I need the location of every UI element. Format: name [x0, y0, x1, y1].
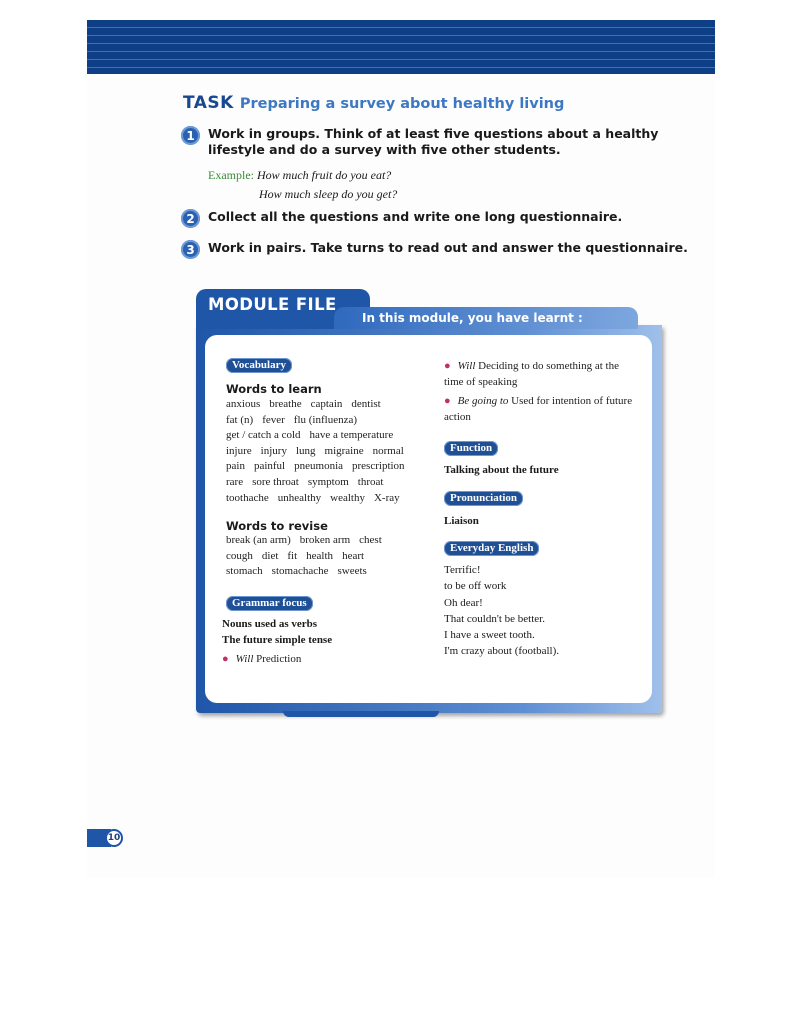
word-line: toothache unhealthy wealthy X-ray [226, 491, 400, 504]
everyday-english-list [444, 562, 559, 660]
word-line: cough diet fit health heart [226, 549, 365, 562]
page-number: 10 [105, 829, 123, 847]
example-block [208, 166, 398, 201]
word-line: stomach stomachache sweets [226, 565, 367, 578]
word-line: injure injury lung migraine normal [226, 444, 404, 457]
phrase: to be off work [444, 580, 507, 593]
module-file-footer-tab [283, 711, 439, 717]
word-line: get / catch a cold have a temperature [226, 429, 394, 442]
function-badge: Function [444, 441, 498, 456]
step-text: Work in groups. Think of at least five questions about a healthy lifestyle and do a survey with five other students. [208, 126, 659, 157]
pronunciation-text: Liaison [444, 515, 479, 527]
example-question-2: How much sleep do you get? [259, 187, 398, 201]
bullet-dot: ● [444, 360, 451, 372]
step-text: Collect all the questions and write one long questionnaire. [208, 209, 623, 224]
module-file-subtitle: In this module, you have learnt : [362, 311, 583, 325]
bullet-dot: ● [222, 653, 229, 665]
example-question-1: How much fruit do you eat? [256, 168, 392, 182]
step-number-badge: 2 [181, 209, 200, 228]
word-line: break (an arm) broken arm chest [226, 534, 382, 546]
grammar-item-2: The future simple tense [222, 634, 333, 646]
grammar-focus-badge: Grammar focus [226, 596, 313, 611]
module-file-title: MODULE FILE [208, 295, 337, 314]
words-to-revise-list [226, 533, 391, 580]
page-number-marker [87, 829, 129, 847]
words-to-learn-heading: Words to learn [226, 382, 322, 396]
task-title: Preparing a survey about healthy living [239, 96, 565, 112]
everyday-english-badge: Everyday English [444, 541, 539, 556]
phrase: I have a sweet tooth. [444, 629, 535, 642]
phrase: I'm crazy about (football). [444, 645, 559, 658]
step-text: Work in pairs. Take turns to read out and answer the questionnaire. [208, 240, 688, 255]
function-text: Talking about the future [444, 464, 559, 476]
grammar-bullet-will-prediction: ● Will Prediction [222, 653, 302, 665]
step-number-badge: 1 [181, 126, 200, 145]
bullet-dot: ● [444, 395, 451, 407]
header-stripes [87, 20, 715, 74]
word-line: pain painful pneumonia prescription [226, 460, 405, 473]
task-heading [183, 93, 564, 113]
grammar-bullet-will-deciding: ● Will Deciding to do something at the time of speaking [444, 360, 619, 388]
task-step-3 [181, 240, 688, 259]
vocabulary-badge: Vocabulary [226, 358, 292, 373]
phrase: That couldn't be better. [444, 612, 545, 625]
pronunciation-badge: Pronunciation [444, 491, 523, 506]
words-to-learn-list [226, 397, 414, 506]
word-line: anxious breathe captain dentist [226, 398, 381, 410]
word-line: rare sore throat symptom throat [226, 475, 384, 488]
grammar-item-1: Nouns used as verbs [222, 618, 318, 630]
grammar-bullet-going-to: ● Be going to Used for intention of future action [444, 395, 633, 423]
step-number-badge: 3 [181, 240, 200, 259]
word-line: fat (n) fever flu (influenza) [226, 413, 357, 426]
task-step-1 [181, 126, 671, 158]
task-step-2 [181, 209, 622, 228]
words-to-revise-heading: Words to revise [226, 519, 328, 533]
example-label: Example: [208, 168, 254, 182]
phrase: Terrific! [444, 564, 481, 576]
task-label: TASK [183, 93, 234, 113]
phrase: Oh dear! [444, 596, 483, 609]
